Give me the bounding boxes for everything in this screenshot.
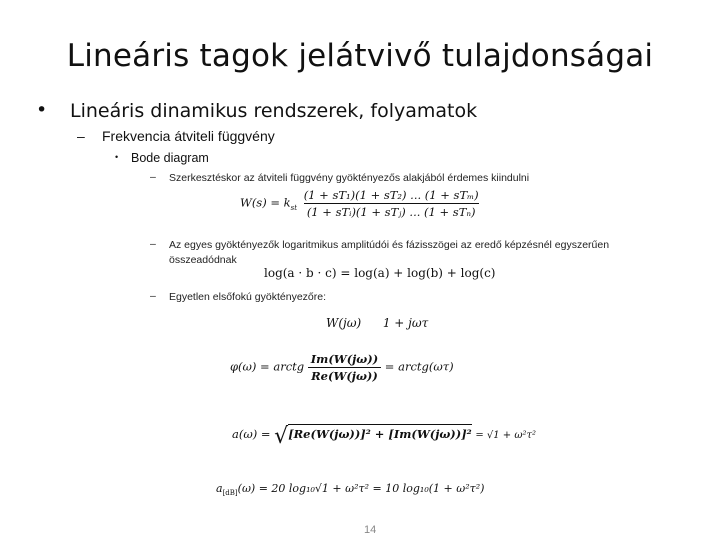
bullet-marker: •: [115, 152, 119, 162]
formula-rhs: = √1 + ω²τ²: [475, 430, 537, 441]
formula-rhs: = arctg(ωτ): [384, 359, 454, 374]
bullet-text: Lineáris dinamikus rendszerek, folyamatok: [70, 100, 478, 122]
formula-lhs: a(ω) =: [232, 427, 271, 441]
slide-title: Lineáris tagok jelátvivő tulajdonságai: [66, 38, 654, 74]
fraction: [308, 352, 381, 383]
log-rule-formula: log(a · b · c) = log(a) + log(b) + log(c): [264, 266, 496, 280]
bullet-text: Bode diagram: [131, 151, 209, 165]
decibel-formula: [216, 482, 484, 497]
fraction-denominator: (1 + sTᵢ)(1 + sTⱼ) ... (1 + sTₙ): [304, 203, 479, 219]
transfer-function-formula: [240, 188, 482, 219]
amplitude-formula: [232, 424, 536, 449]
formula-lhs: a: [216, 482, 223, 495]
bullet-text: Szerkesztéskor az átviteli függvény gyöktényezős alakjából érdemes kiindulni: [169, 172, 530, 184]
fraction-denominator: Re(W(jω)): [308, 367, 381, 383]
bullet-marker: –: [150, 238, 156, 250]
page-number: 14: [364, 524, 377, 536]
formula-middle: (ω) = 20 log₁₀√1 + ω²τ²: [237, 482, 370, 495]
bullet-marker: –: [150, 171, 156, 183]
first-order-formula: [326, 316, 428, 330]
bullet-level2: [77, 128, 275, 144]
formula-lhs: W(s) = k: [240, 195, 291, 210]
bullet-text: Frekvencia átviteli függvény: [102, 128, 275, 144]
formula-rhs: = 10 log₁₀(1 + ω²τ²): [372, 482, 485, 495]
bullet-level3: [115, 151, 209, 165]
phase-formula: [230, 352, 454, 383]
formula-subscript: st: [290, 203, 298, 212]
bullet-text: Az egyes gyöktényezők logaritmikus amplitúdói és fázisszögei az eredő képzésnél egyszerűen összeadódnak: [169, 239, 610, 266]
formula-lhs: φ(ω) = arctg: [230, 359, 305, 374]
formula-lhs: W(jω): [326, 316, 362, 330]
fraction-numerator: Im(W(jω)): [310, 352, 379, 366]
bullet-marker: –: [77, 128, 85, 144]
fraction: [301, 188, 482, 219]
sqrt-radicand: [Re(W(jω))]² + [Im(W(jω))]²: [288, 424, 471, 441]
sqrt-sign: √: [274, 424, 289, 449]
formula-subscript: [dB]: [222, 489, 238, 498]
bullet-marker: •: [36, 99, 48, 121]
bullet-text: Egyetlen elsőfokú gyöktényezőre:: [169, 291, 327, 303]
bullet-marker: –: [150, 290, 156, 302]
formula-rhs: 1 + jωτ: [382, 316, 429, 330]
fraction-numerator: (1 + sT₁)(1 + sT₂) ... (1 + sTₘ): [303, 188, 479, 202]
